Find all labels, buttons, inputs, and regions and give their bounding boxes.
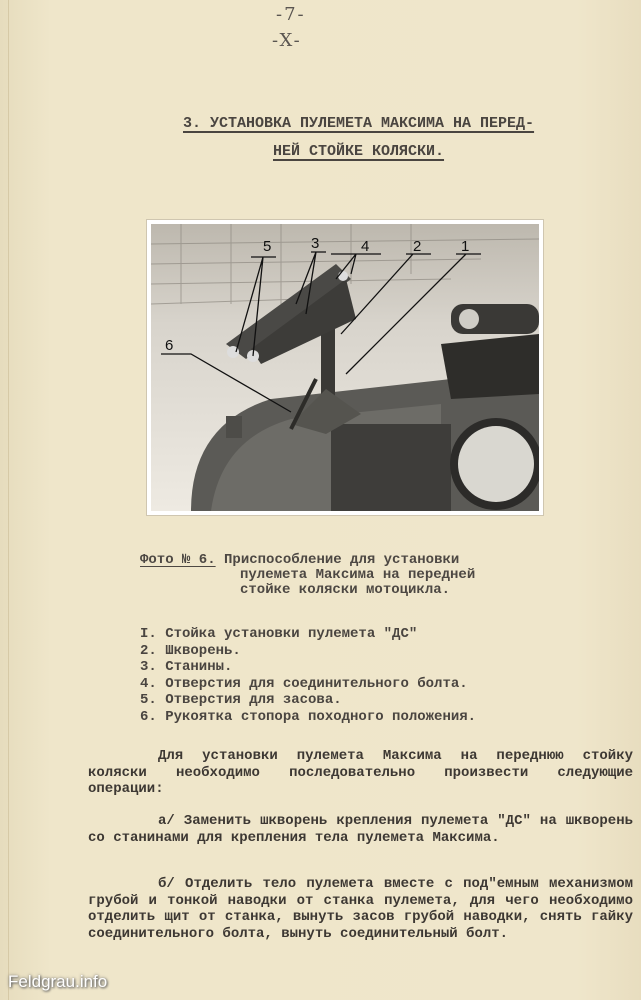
callout-1: 1 <box>461 238 470 255</box>
page-edge <box>8 0 9 1000</box>
step-b-text: б/ Отделить тело пулемета вместе с под"емным механизмом грубой и тонкой наводки от станка пулемета, для чего необходимо отделить щит от станка, вынуть засов грубой наводки, снять гайку соединительного болта, вынуть соединительный болт. <box>88 876 633 942</box>
parts-legend <box>140 626 476 725</box>
photo-image <box>151 224 539 511</box>
intro-text: Для установки пулемета Максима на переднюю стойку коляски необходимо последовательно произвести следующие операции: <box>88 748 633 797</box>
page-number-alt: -X- <box>272 30 302 51</box>
caption-line-3: стойке коляски мотоцикла. <box>240 582 451 598</box>
callout-6: 6 <box>165 337 174 354</box>
caption-line-2: пулемета Максима на передней <box>240 567 476 583</box>
watermark: Feldgrau.info <box>8 972 108 991</box>
section-title <box>183 110 534 166</box>
title-line-1: 3. УСТАНОВКА ПУЛЕМЕТА МАКСИМА НА ПЕРЕД- <box>183 115 535 132</box>
legend-item: I. Стойка установки пулемета "ДС" <box>140 626 418 642</box>
intro-paragraph <box>88 748 633 798</box>
caption-line-1: Приспособление для установки <box>224 552 460 568</box>
callout-2: 2 <box>413 238 422 255</box>
photo-caption <box>140 553 475 598</box>
photo-machine-gun-mount <box>147 220 543 515</box>
caption-label: Фото № 6. <box>140 552 216 568</box>
legend-item: 4. Отверстия для соединительного болта. <box>140 675 468 692</box>
legend-item: 5. Отверстия для засова. <box>140 692 342 708</box>
legend-item: 6. Рукоятка стопора походного положения. <box>140 708 477 725</box>
legend-item: 3. Станины. <box>140 659 233 675</box>
step-a-text: а/ Заменить шкворень крепления пулемета "ДС" на шкворень со станинами для крепления тела пулемета Максима. <box>88 813 633 846</box>
page-number: -7- <box>276 4 306 25</box>
legend-item: 2. Шкворень. <box>140 642 241 659</box>
title-line-2: НЕЙ СТОЙКЕ КОЛЯСКИ. <box>273 143 445 160</box>
callout-4: 4 <box>361 238 370 255</box>
callout-3: 3 <box>311 235 320 252</box>
step-b-paragraph <box>88 876 633 942</box>
step-a-paragraph <box>88 813 633 846</box>
callout-5: 5 <box>263 238 272 255</box>
